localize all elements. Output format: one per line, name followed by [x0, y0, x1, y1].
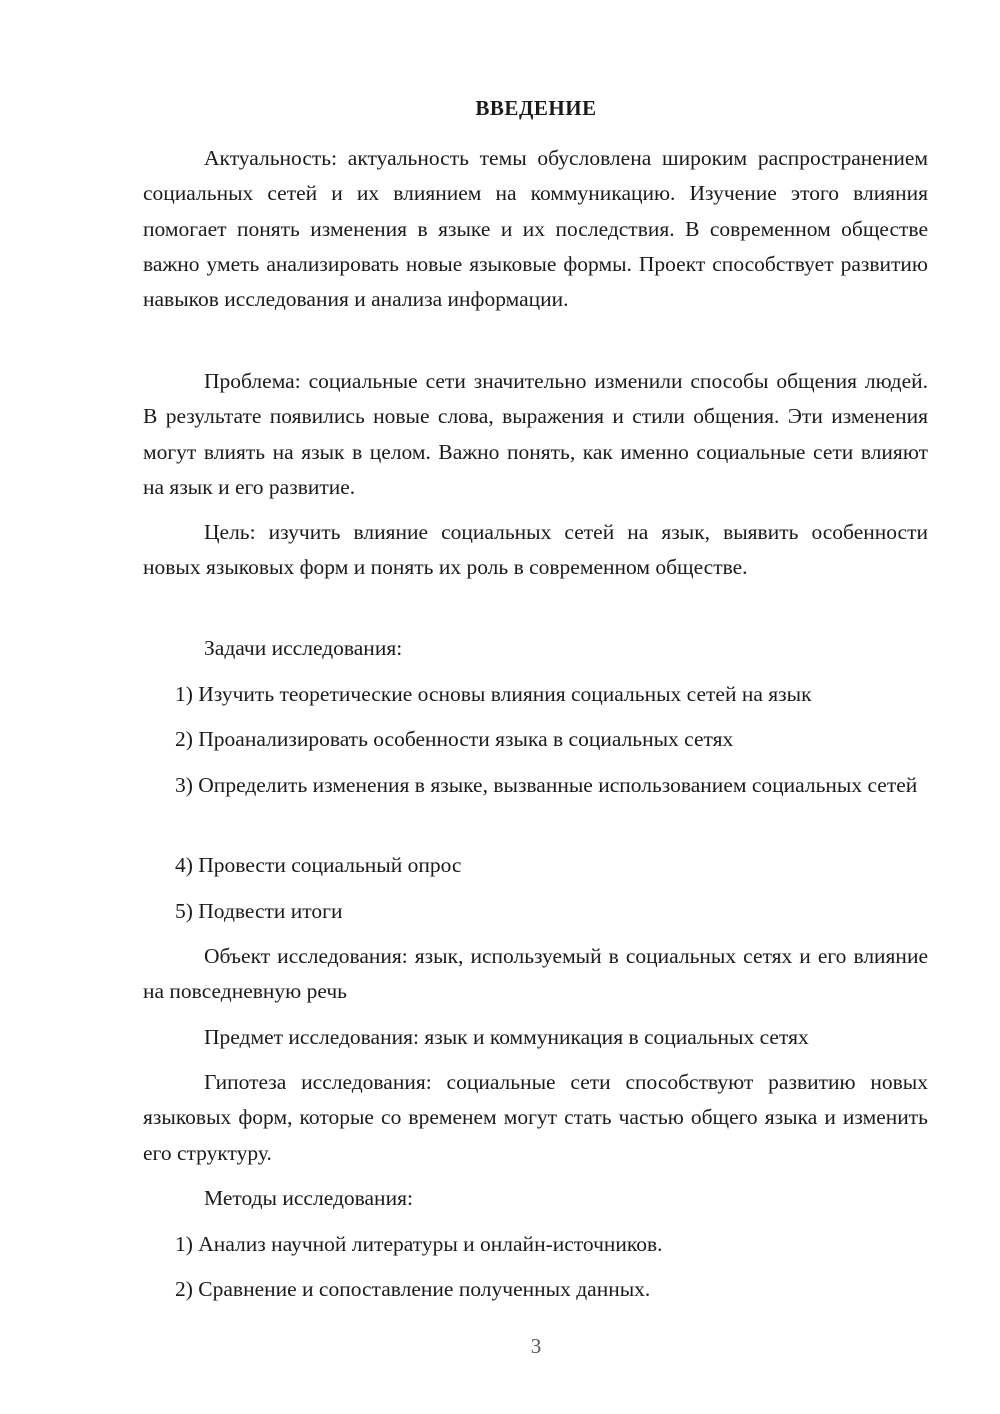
paragraph-relevance: Актуальность: актуальность темы обусловлена широким распространением социальных сетей и их влиянием на коммуникацию. Изучение этого влияния помогает понять изменения в языке и их последствия. В современном обществе важно уметь анализировать новые языковые формы. Проект способствует развитию навыков исследования и анализа информации.: [143, 146, 928, 312]
method-item: 1) Анализ научной литературы и онлайн-источников.: [175, 1232, 663, 1256]
tasks-heading: Задачи исследования:: [204, 636, 403, 660]
paragraph-object: Объект исследования: язык, используемый в социальных сетях и его влияние на повседневную речь: [143, 944, 928, 1004]
task-item: 5) Подвести итоги: [175, 899, 343, 923]
methods-heading: Методы исследования:: [204, 1186, 413, 1210]
paragraph-hypothesis: Гипотеза исследования: социальные сети способствуют развитию новых языковых форм, которые со временем могут стать частью общего языка и изменить его структуру.: [143, 1070, 928, 1165]
task-item: 4) Провести социальный опрос: [175, 853, 462, 877]
method-item: 2) Сравнение и сопоставление полученных данных.: [175, 1277, 651, 1301]
task-item: 1) Изучить теоретические основы влияния социальных сетей на язык: [175, 682, 812, 706]
paragraph-subject: Предмет исследования: язык и коммуникация в социальных сетях: [204, 1025, 809, 1049]
paragraph-goal: Цель: изучить влияние социальных сетей на язык, выявить особенности новых языковых форм и понять их роль в современном обществе.: [143, 520, 928, 580]
page-title: ВВЕДЕНИЕ: [475, 96, 597, 120]
task-item: 3) Определить изменения в языке, вызванные использованием социальных сетей: [175, 773, 918, 797]
task-item: 2) Проанализировать особенности языка в социальных сетях: [175, 727, 734, 751]
page-number: 3: [530, 1334, 542, 1358]
paragraph-problem: Проблема: социальные сети значительно изменили способы общения людей. В результате появились новые слова, выражения и стили общения. Эти изменения могут влиять на язык в целом. Важно понять, как именно социальные сети влияют на язык и его развитие.: [143, 369, 928, 499]
